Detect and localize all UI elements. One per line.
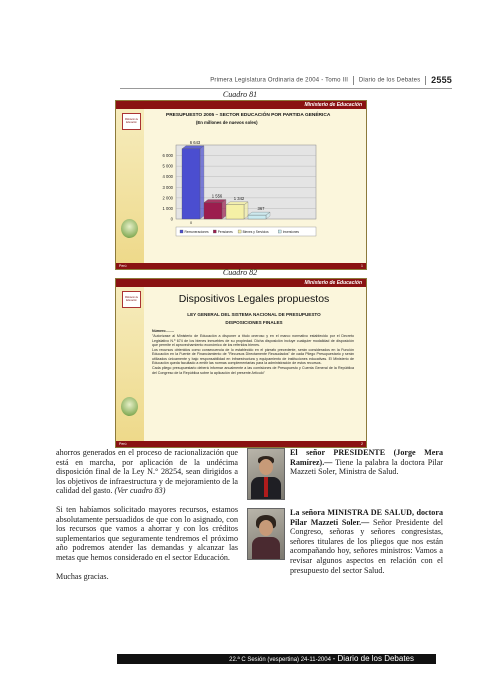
y-tick-label: 2 000 <box>162 195 173 201</box>
header-separator <box>353 76 354 85</box>
legend-swatch <box>180 230 183 233</box>
chart-title: PRESUPUESTO 2005 – SECTOR EDUCACIÓN POR PARTIDA GENÉRICA <box>166 113 331 118</box>
speech-text: Tiene la palabra la doctora Pilar Mazzeti Soler, Ministra de Salud. <box>290 457 443 477</box>
header-separator <box>425 76 426 85</box>
slide-footer-page: 1 <box>361 264 363 268</box>
slide-banner: Ministerio de Educación <box>116 101 366 109</box>
chart-subtitle: (En millones de nuevos soles) <box>196 120 258 125</box>
speech-president <box>290 448 443 477</box>
y-tick-label: 3 000 <box>162 184 173 190</box>
header-journal: Diario de los Debates <box>358 77 421 84</box>
ministry-logo <box>122 291 141 308</box>
data-label: 367 <box>257 206 265 212</box>
y-tick-label: 4 000 <box>162 174 173 180</box>
peru-seal-icon <box>121 397 138 416</box>
paragraph-text: ahorros generados en el proceso de racionalización que está en marcha, por aplicación de la undécima disposición final de la Ley N.° 28254, sean dirigidos a los objetivos de infraestructura y de mejoramiento de la calidad del gasto. <box>56 448 238 496</box>
legal-paragraph: Cada pliego presupuestario deberá informar anualmente a las comisiones de Presupuesto y Cuenta General de la República del Congreso de la República sobre la aplicación del presente Artículo" <box>152 366 354 375</box>
bar <box>204 203 222 219</box>
session-info: 22.ª C Sesión (vespertina) 24-11-2004 <box>229 657 331 663</box>
slide-sidebar <box>116 287 144 441</box>
header-rule <box>120 88 452 89</box>
slide-footer-left: Perú <box>119 442 127 446</box>
peru-seal-icon <box>121 219 138 238</box>
bar-side <box>200 146 204 219</box>
y-tick-label: 5 000 <box>162 163 173 169</box>
footer-bar <box>117 654 436 664</box>
legend-label: Pensiones <box>217 229 233 234</box>
bar-side <box>222 200 226 219</box>
speaker-photo-president <box>247 448 285 500</box>
cross-reference: (Ver cuadro 83) <box>114 486 166 496</box>
bar <box>182 149 200 219</box>
speaker-name: La señora MINISTRA DE SALUD, doctora Pilar Mazzeti Soler.— <box>290 508 443 527</box>
speech-minister-intro <box>290 508 443 575</box>
legal-paragraph: "Autorízase al Ministerio de Educación a disponer a título oneroso y en el marco normativo establecido por el Decreto Legislativo N.º 674 de los bienes inmuebles de su propiedad. Dicha disposición incluye cualquier modalidad de disposición que permite el aprovechamiento económico de los referidos bienes. <box>152 334 354 347</box>
y-tick-label: 0 <box>170 216 173 222</box>
slide-heading: Dispositivos Legales propuestos <box>178 293 330 305</box>
figure-caption-81: Cuadro 81 <box>222 90 258 99</box>
y-tick-label: 1 000 <box>162 205 173 211</box>
legend-swatch <box>238 230 241 233</box>
bar <box>226 205 244 219</box>
left-column <box>56 448 238 590</box>
legend-label: Bienes y Servicios <box>242 229 269 234</box>
ministry-logo-text: Ministerio de Educación <box>124 297 139 302</box>
slide-sidebar <box>116 109 144 263</box>
bar-top <box>182 146 204 149</box>
bar <box>248 215 266 219</box>
slide-footer-page: 2 <box>361 442 363 446</box>
legend-swatch <box>278 230 281 233</box>
ministry-logo <box>122 113 141 130</box>
ministry-logo-text: Ministerio de Educación <box>124 119 139 124</box>
slide-banner: Ministerio de Educación <box>116 279 366 287</box>
bar-top <box>226 202 248 205</box>
page-number: 2555 <box>431 75 452 85</box>
chart-legend <box>176 227 316 236</box>
paragraph: Si ten habíamos solicitado mayores recursos, estamos absolutamente persuadidos de que con lo asignado, con los recursos que vamos a ahorrar y con los créditos suplementarios que seguramente tendremos el próximo año podremos atender las demandas y alcanzar las metas que hemos considerado en el sector Educación. <box>56 504 238 562</box>
y-tick-label: 6 000 <box>162 153 173 159</box>
header-publication: Primera Legislatura Ordinaria de 2004 - Tomo III <box>210 77 349 84</box>
bar-chart <box>152 137 348 249</box>
slide-legal-provisions <box>115 278 367 448</box>
speech-text: Señor Presidente del Congreso, señoras y señores congresistas, señores titulares de los pliegos que nos están acompañando hoy, señores ministros: Vamos a revisar algunos aspectos en relación con el presupuesto del sector Salud. <box>290 517 443 575</box>
figure-caption-82: Cuadro 82 <box>222 268 258 277</box>
bar-top <box>204 200 226 203</box>
speaker-name: El señor PRESIDENTE (Jorge Mera Ramírez).— <box>290 448 443 467</box>
law-title: LEY GENERAL DEL SISTEMA NACIONAL DE PRESUPUESTO <box>187 312 321 317</box>
legal-text <box>152 329 354 376</box>
data-label: 1 556 <box>211 193 223 199</box>
slide-footer-left: Perú <box>119 264 127 268</box>
speaker-photo-minister <box>247 508 285 560</box>
x-tick-label: 0 <box>189 221 193 225</box>
journal-name: - Diario de los Debates <box>332 654 414 663</box>
article-number: Número.......- <box>152 329 174 333</box>
bar-top <box>248 212 270 215</box>
running-header <box>120 75 452 87</box>
data-label: 6 643 <box>189 139 201 145</box>
legend-swatch <box>213 230 216 233</box>
legend-label: Inversiones <box>282 229 300 234</box>
data-label: 1 342 <box>233 195 245 201</box>
slide-budget-chart <box>115 100 367 270</box>
legend-label: Remuneraciones <box>184 229 209 234</box>
paragraph <box>56 448 238 496</box>
legal-paragraph: Los recursos obtenidos como consecuencia de lo establecido en el párrafo precedente, serán considerados en la Función Educación en la Fuente de Financiamiento de "Recursos Directamente Recaudados" de cada Pliego Presupuestario y serán utilizados únicamente y bajo responsabilidad en infraestructura y equipamiento de instituciones educativas. El Ministerio de Educación queda facultado a emitir las normas complementarias para la administración de estos recursos. <box>152 348 354 366</box>
slide-footer <box>116 441 366 447</box>
section-title: DISPOSICIONES FINALES <box>225 320 283 325</box>
paragraph: Muchas gracias. <box>56 571 109 581</box>
